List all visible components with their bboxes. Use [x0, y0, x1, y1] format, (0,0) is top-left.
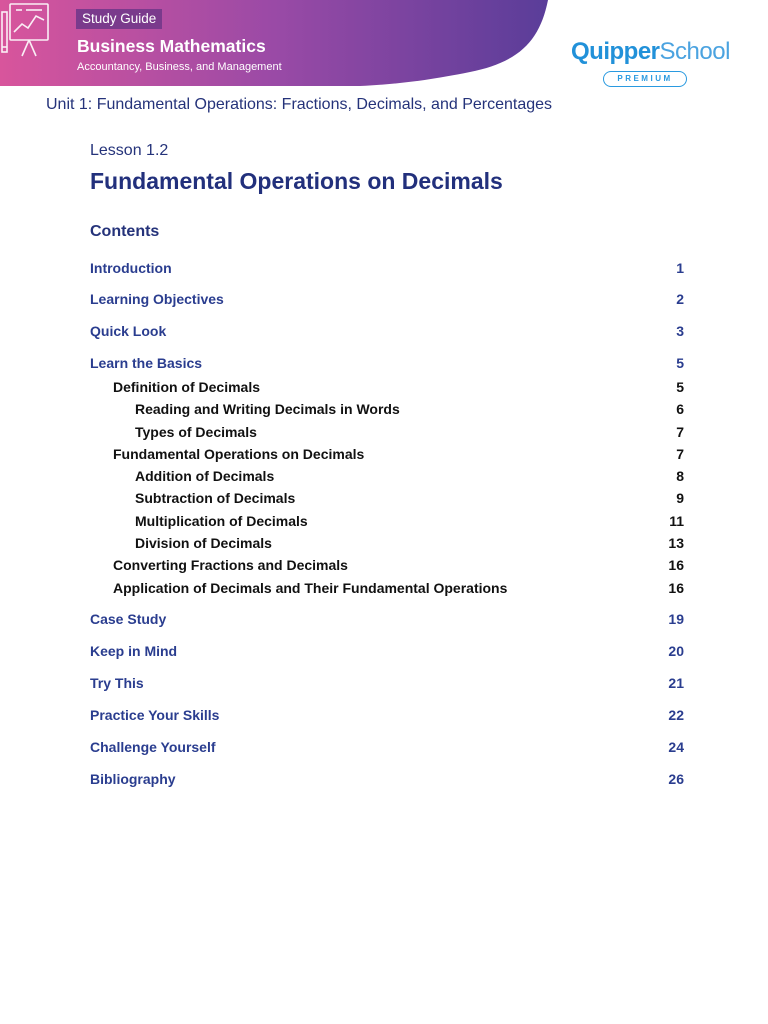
toc-entry[interactable]: [90, 444, 684, 464]
lesson-number: Lesson 1.2: [90, 142, 169, 159]
toc-entry-page: 19: [668, 611, 684, 627]
toc-entry[interactable]: [90, 488, 684, 508]
toc-entry-label: Case Study: [90, 611, 167, 627]
toc-entry-label: Challenge Yourself: [90, 739, 216, 755]
toc-entry[interactable]: [90, 258, 684, 278]
toc-entry[interactable]: [90, 511, 684, 531]
toc-entry-label: Bibliography: [90, 771, 176, 787]
toc-entry-label: Learn the Basics: [90, 355, 203, 371]
toc-entry-page: 3: [676, 323, 684, 339]
toc-entry-page: 13: [668, 535, 684, 551]
toc-entry[interactable]: [90, 737, 684, 757]
toc-entry-label: Subtraction of Decimals: [135, 490, 296, 506]
toc-entry-page: 26: [668, 771, 684, 787]
toc-entry-page: 22: [668, 707, 684, 723]
toc-entry[interactable]: [90, 289, 684, 309]
toc-entry-label: Addition of Decimals: [135, 468, 275, 484]
toc-entry-label: Try This: [90, 675, 144, 691]
toc-entry-page: 6: [676, 401, 684, 417]
premium-badge: PREMIUM: [603, 71, 687, 87]
strand-subtitle: Accountancy, Business, and Management: [77, 61, 282, 73]
page-title: Fundamental Operations on Decimals: [90, 168, 503, 194]
toc-entry-label: Introduction: [90, 260, 172, 276]
toc-entry-page: 21: [668, 675, 684, 691]
toc-entry-page: 11: [669, 513, 684, 529]
toc-entry[interactable]: [90, 555, 684, 575]
toc-entry-label: Reading and Writing Decimals in Words: [135, 401, 400, 417]
toc-entry-label: Practice Your Skills: [90, 707, 220, 723]
toc-entry-page: 20: [668, 643, 684, 659]
toc-entry-label: Division of Decimals: [135, 535, 272, 551]
brand-name-part-2: School: [659, 38, 730, 65]
toc-entry[interactable]: [90, 422, 684, 442]
quipper-school-logo: [571, 38, 731, 90]
toc-entry-label: Learning Objectives: [90, 291, 224, 307]
subject-title: Business Mathematics: [77, 36, 266, 56]
toc-entry-page: 16: [668, 580, 684, 596]
toc-entry[interactable]: [90, 399, 684, 419]
toc-entry-label: Keep in Mind: [90, 643, 178, 659]
easel-chart-icon: [0, 0, 50, 58]
unit-heading: Unit 1: Fundamental Operations: Fractions, Decimals, and Percentages: [46, 96, 553, 113]
toc-entry-page: 1: [676, 260, 684, 276]
toc-entry-page: 9: [676, 490, 684, 506]
toc-entry-label: Fundamental Operations on Decimals: [113, 446, 365, 462]
toc-entry-label: Multiplication of Decimals: [135, 513, 308, 529]
header-banner: [0, 0, 548, 86]
toc-entry-page: 7: [676, 446, 684, 462]
toc-entry[interactable]: [90, 673, 684, 693]
toc-entry[interactable]: [90, 769, 684, 789]
toc-entry-label: Types of Decimals: [135, 424, 257, 440]
toc-entry[interactable]: [90, 609, 684, 629]
toc-entry-label: Quick Look: [90, 323, 167, 339]
contents-heading: Contents: [90, 223, 160, 240]
brand-name-part-1: Quipper: [571, 38, 660, 65]
toc-entry[interactable]: [90, 641, 684, 661]
toc-entry-page: 5: [676, 379, 684, 395]
toc-entry-page: 16: [668, 557, 684, 573]
toc-entry[interactable]: [90, 533, 684, 553]
toc-entry-page: 5: [676, 355, 684, 371]
toc-entry-page: 2: [676, 291, 684, 307]
toc-entry-page: 7: [676, 424, 684, 440]
toc-entry-label: Application of Decimals and Their Fundamental Operations: [113, 580, 508, 596]
toc-entry[interactable]: [90, 578, 684, 598]
brand-name: [571, 38, 730, 66]
toc-entry[interactable]: [90, 321, 684, 341]
toc-entry-page: 24: [668, 739, 684, 755]
toc-entry[interactable]: [90, 466, 684, 486]
study-guide-badge: Study Guide: [76, 9, 162, 29]
toc-entry[interactable]: [90, 377, 684, 397]
toc-entry-page: 8: [676, 468, 684, 484]
toc-entry-label: Converting Fractions and Decimals: [113, 557, 348, 573]
toc-entry[interactable]: [90, 705, 684, 725]
toc-entry-label: Definition of Decimals: [113, 379, 261, 395]
toc-entry[interactable]: [90, 353, 684, 373]
